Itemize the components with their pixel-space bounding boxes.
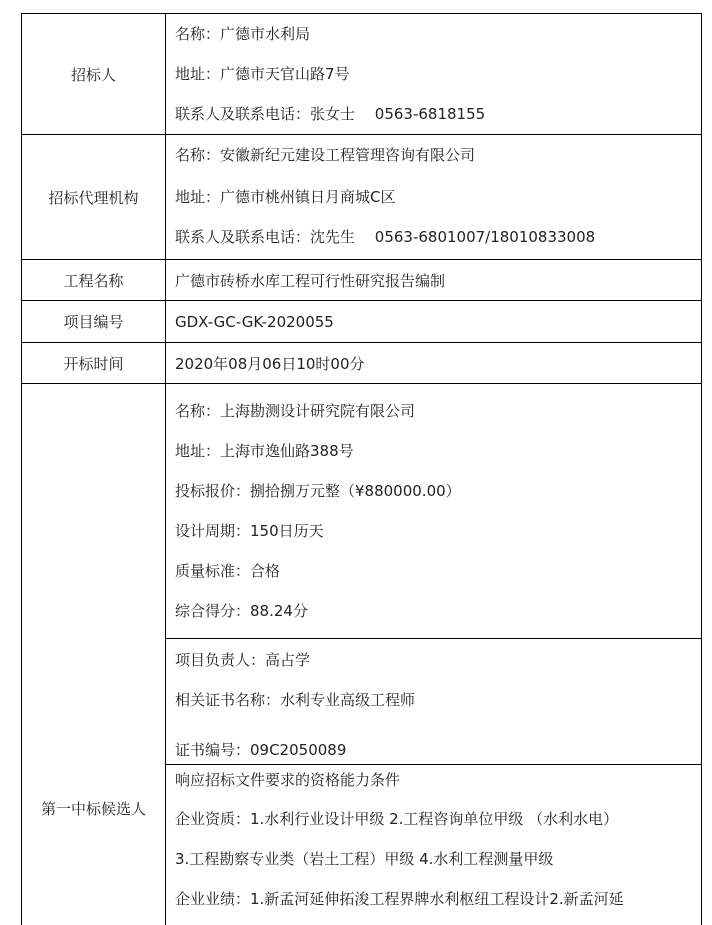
agency-name: 名称：安徽新纪元建设工程管理咨询有限公司	[175, 135, 701, 177]
qualification-line3: 企业业绩：1.新孟河延伸拓浚工程界牌水利枢纽工程设计2.新孟河延	[175, 879, 701, 919]
project-id-value: GDX-GC-GK-2020055	[166, 301, 702, 343]
tenderer-name: 名称：广德市水利局	[175, 14, 701, 54]
candidate-company-address: 地址：上海市逸仙路388号	[175, 431, 701, 471]
row-open-time	[22, 343, 702, 384]
candidate-quality: 质量标准：合格	[175, 551, 701, 591]
row-agency	[22, 135, 702, 260]
row-tenderer	[22, 14, 702, 135]
open-time-label: 开标时间	[22, 343, 166, 384]
candidate-cert-no: 证书编号：09C2050089	[175, 736, 701, 764]
candidate-manager-info	[166, 639, 702, 765]
agency-info	[166, 135, 702, 260]
tenderer-label: 招标人	[22, 14, 166, 135]
tenderer-address: 地址：广德市天官山路7号	[175, 54, 701, 94]
candidate-period: 设计周期：150日历天	[175, 511, 701, 551]
project-id-label: 项目编号	[22, 301, 166, 343]
candidate-price: 投标报价：捌拾捌万元整（¥880000.00）	[175, 471, 701, 511]
tenderer-contact: 联系人及联系电话：张女士 0563-6818155	[175, 94, 701, 134]
project-name-label: 工程名称	[22, 260, 166, 301]
qualification-line2: 3.工程勘察专业类（岩土工程）甲级 4.水利工程测量甲级	[175, 839, 701, 879]
candidate-qualification-info	[166, 765, 702, 925]
row-candidate-company	[22, 384, 702, 639]
candidate-leader: 项目负责人：高占学	[175, 640, 701, 680]
tenderer-info	[166, 14, 702, 135]
agency-label: 招标代理机构	[22, 135, 166, 260]
qualification-line1: 企业资质：1.水利行业设计甲级 2.工程咨询单位甲级 （水利水电）	[175, 799, 701, 839]
agency-address: 地址：广德市桃州镇日月商城C区	[175, 177, 701, 217]
candidate-company-name: 名称：上海勘测设计研究院有限公司	[175, 391, 701, 431]
open-time-value: 2020年08月06日10时00分	[166, 343, 702, 384]
agency-contact: 联系人及联系电话：沈先生 0563-6801007/18010833008	[175, 217, 701, 259]
candidate-cert-name: 相关证书名称：水利专业高级工程师	[175, 680, 701, 720]
candidate-company-info	[166, 384, 702, 639]
qualification-title: 响应招标文件要求的资格能力条件	[175, 765, 701, 799]
row-project-name	[22, 260, 702, 301]
candidate-label: 第一中标候选人	[22, 384, 166, 925]
candidate-score: 综合得分：88.24分	[175, 591, 701, 631]
row-project-id	[22, 301, 702, 343]
bid-result-table	[21, 13, 702, 925]
project-name-value: 广德市砖桥水库工程可行性研究报告编制	[166, 260, 702, 301]
